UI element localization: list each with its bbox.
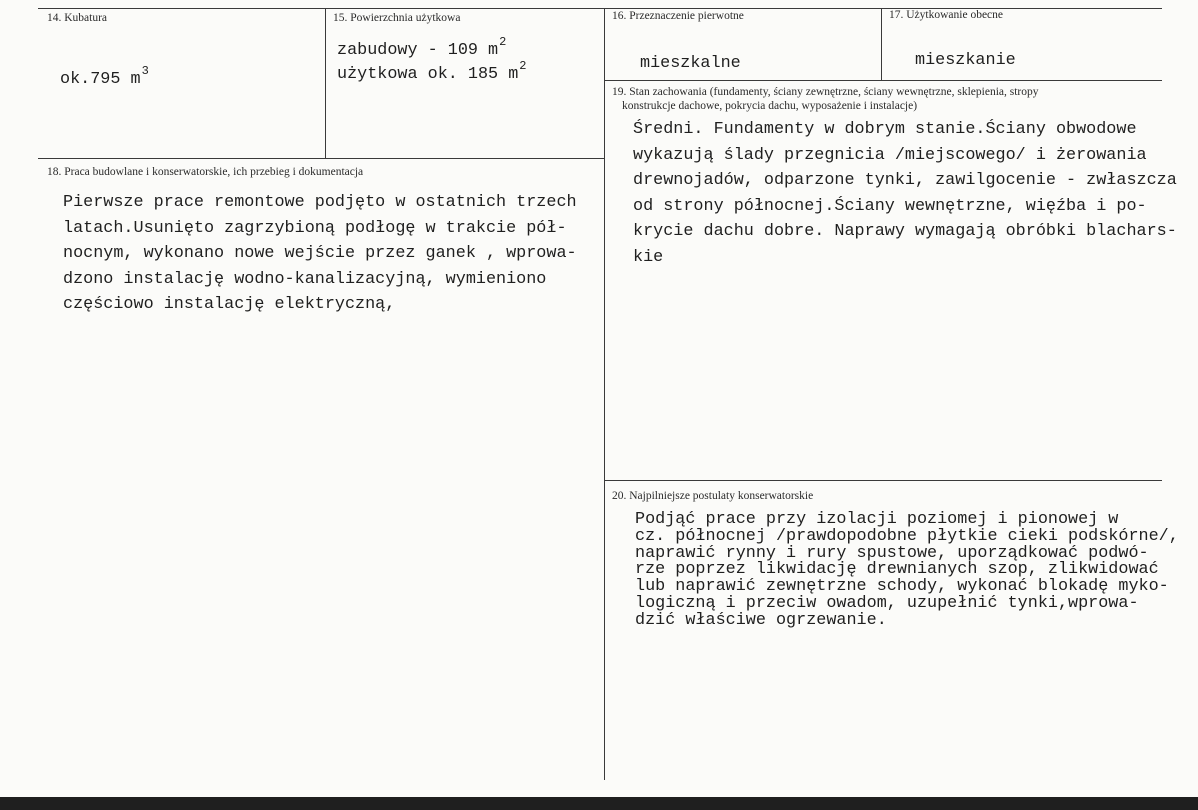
text-line: Pierwsze prace remontowe podjęto w ostatnich trzech [63, 193, 577, 212]
kubatura-superscript: 3 [141, 64, 149, 78]
rule-divider-16-17 [881, 8, 882, 80]
rule-above-19 [604, 80, 1162, 81]
text-line: rze poprzez likwidację drewnianych szop, zlikwidować [635, 560, 1159, 580]
uzytkowanie-label: 17. Użytkowanie obecne [889, 9, 1004, 21]
stan-label-line: konstrukcje dachowe, pokrycia dachu, wyposażenie i instalacje) [622, 100, 918, 112]
stan-label-line: 19. Stan zachowania (fundamenty, ściany zewnętrzne, ściany wewnętrzne, sklepienia, stropy [612, 86, 1039, 98]
kubatura-value [60, 64, 149, 90]
text-line: naprawić rynny i rury spustowe, uporządkować podwó- [635, 543, 1149, 563]
powierzchnia-superscript: 2 [519, 59, 527, 73]
postulaty-text [635, 512, 1179, 630]
text-line: cz. północnej /prawdopodobne płytkie cieki podskórne/, [635, 526, 1179, 546]
prace-label: 18. Praca budowlane i konserwatorskie, ich przebieg i dokumentacja [47, 166, 364, 178]
przeznaczenie-value: mieszkalne [640, 54, 741, 73]
rule-center-column [604, 8, 605, 780]
powierzchnia-line-uzytkowa [337, 59, 527, 87]
text-line: od strony północnej.Ściany wewnętrzne, więźba i po- [633, 196, 1147, 216]
powierzchnia-line-zabudowy [337, 35, 526, 63]
powierzchnia-label: 15. Powierzchnia użytkowa [333, 12, 461, 24]
text-line: nocnym, wykonano nowe wejście przez ganek , wprowa- [63, 244, 577, 263]
kubatura-value-line [60, 64, 149, 90]
text-line: dzić właściwe ogrzewanie. [635, 610, 887, 630]
przeznaczenie-label: 16. Przeznaczenie pierwotne [612, 10, 744, 22]
postulaty-label: 20. Najpilniejsze postulaty konserwatorskie [612, 490, 814, 502]
rule-above-18 [38, 158, 605, 159]
stan-text [633, 117, 1177, 271]
text-line: Podjąć prace przy izolacji poziomej i pionowej w [635, 510, 1119, 529]
powierzchnia-text: zabudowy - 109 m [337, 41, 499, 60]
text-line: kie [633, 247, 664, 267]
text-line: logiczną i przeciw owadom, uzupełnić tynki,wprowa- [635, 593, 1139, 613]
rule-above-20 [604, 480, 1162, 481]
text-line: Średni. Fundamenty w dobrym stanie.Ściany obwodowe [633, 120, 1137, 139]
text-line: lub naprawić zewnętrzne schody, wykonać blokadę myko- [635, 577, 1169, 597]
scan-bottom-edge [0, 797, 1198, 810]
powierzchnia-superscript: 2 [499, 35, 507, 49]
text-line: krycie dachu dobre. Naprawy wymagają obróbki blachars- [633, 222, 1177, 242]
prace-text [63, 190, 577, 318]
text-line: wykazują ślady przegnicia /miejscowego/ i żerowania [633, 145, 1147, 165]
text-line: drewnojadów, odparzone tynki, zawilgocenie - zwłaszcza [633, 171, 1177, 191]
powierzchnia-values [337, 35, 527, 87]
powierzchnia-text: użytkowa ok. 185 m [337, 65, 519, 84]
text-line: latach.Usunięto zagrzybioną podłogę w trakcie pół- [63, 218, 567, 238]
rule-divider-14-15 [325, 8, 326, 158]
text-line: częściowo instalację elektryczną, [63, 295, 396, 314]
stan-label [612, 85, 1039, 113]
uzytkowanie-value: mieszkanie [915, 51, 1016, 70]
text-line: dzono instalację wodno-kanalizacyjną, wymieniono [63, 269, 547, 289]
kubatura-text: ok.795 m [60, 70, 141, 89]
kubatura-label: 14. Kubatura [47, 12, 108, 24]
